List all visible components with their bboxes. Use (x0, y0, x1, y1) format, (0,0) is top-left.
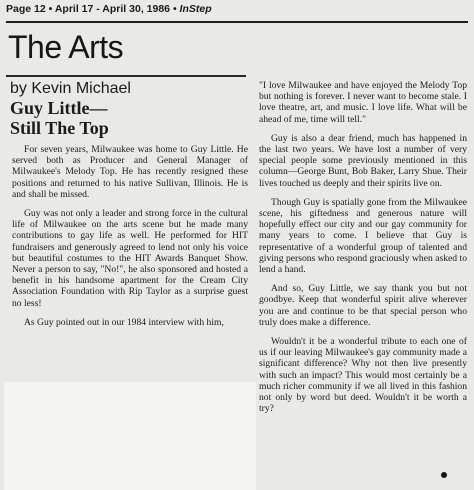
paragraph: As Guy pointed out in our 1984 interview with him, (24, 316, 224, 328)
header-rule (6, 21, 468, 23)
article-column-left (12, 144, 248, 336)
paragraph: Wouldn't it be a wonderful tribute to each one of us if our leaving Milwaukee's gay community made a significant difference? Why not then live presently with such an impact? This would most certainly be a much richer community if we all lived in this fashion not only by word but deed. Wouldn't it be worth a try? (259, 336, 467, 415)
headline-line-2: Still The Top (10, 118, 109, 138)
header-bullet: • (172, 3, 177, 15)
section-rule (6, 75, 246, 77)
blank-panel (4, 382, 256, 490)
paragraph: Though Guy is spatially gone from the Milwaukee scene, his giftedness and generous nature will hopefully effect our city and our gay community for many years to come. I believe that Guy is representative of a wonderful group of talented and giving persons who respond graciously when asked to lend a hand. (259, 196, 467, 276)
paragraph: Guy is also a dear friend, much has happened in the last two years. We have lost a number of very special people some previously mentioned in this column—George Bunt, Bob Baker, Larry Shue. Their lives touched us deeply and their spirits live on. (259, 132, 467, 189)
end-of-article-mark (441, 472, 447, 478)
section-title: The Arts (8, 29, 124, 65)
headline-line-1: Guy Little— (10, 98, 108, 118)
article-headline (10, 98, 240, 138)
paragraph: And so, Guy Little, we say thank you but not goodbye. Keep that wonderful spirit alive wherever you are and continue to be that special person who truly does make a difference. (259, 283, 467, 328)
publication-name: InStep (179, 3, 212, 15)
page-header (6, 3, 468, 17)
issue-dates: April 17 - April 30, 1986 (54, 3, 171, 15)
paragraph: Guy was not only a leader and strong force in the cultural life of Milwaukee on the arts scene but he made many contributions to gay life as well. He performed for HIT fundraisers and generously agreed to lend not only his voice but beautiful costumes to the HIT Awards Banquet Show. Never a person to say, "No!", he also sponsored and hosted a benefit in his handsome apartment for the Cream City Association Foundation with Rip Taylor as a surprise guest no less! (12, 208, 248, 309)
article-column-right (259, 80, 467, 422)
byline: by Kevin Michael (10, 80, 131, 97)
page-number: Page 12 (6, 3, 46, 15)
header-bullet: • (48, 3, 53, 15)
paragraph: For seven years, Milwaukee was home to Guy Little. He served both as Producer and General Manager of Milwaukee's Melody Top. He has recently resigned these positions and returned to his native Sullivan, Illinois. He is and shall be missed. (12, 144, 248, 200)
interview-quote: "I love Milwaukee and have enjoyed the Melody Top but nothing is forever. I never want to become stale. I love theatre, art, and music. I love life. What will be ahead of me, time will tell." (259, 80, 467, 125)
